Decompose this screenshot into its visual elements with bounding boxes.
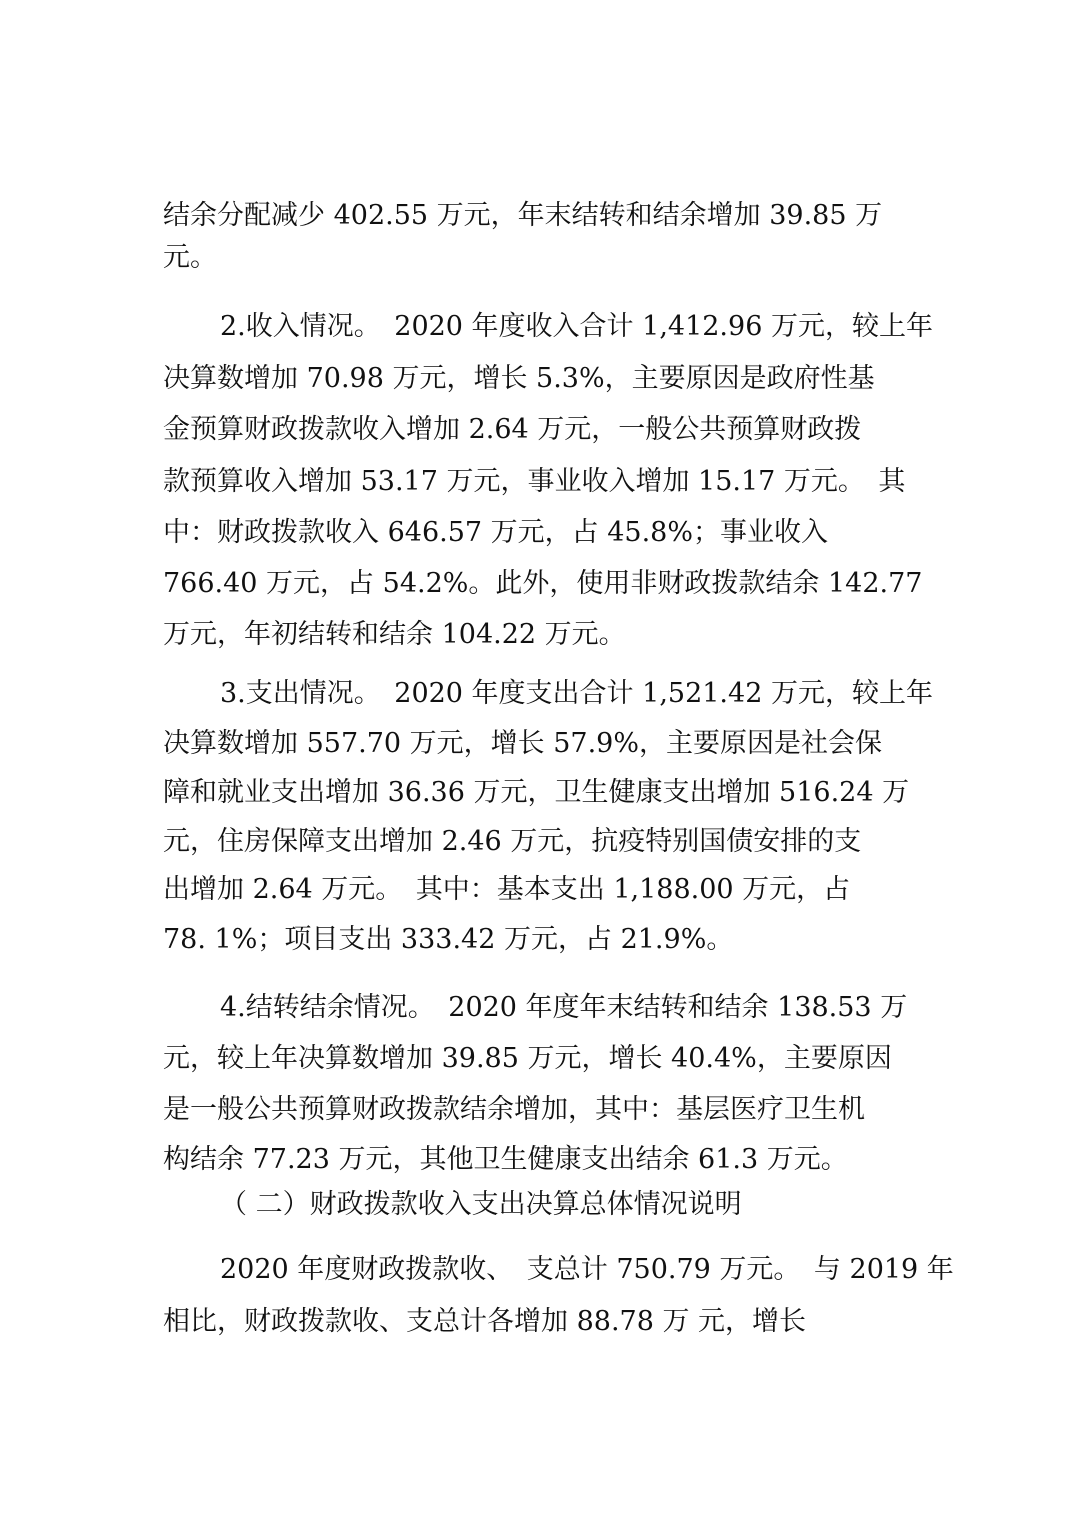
- section-2-heading-line: 2.收入情况。 2020 年度收入合计 1,412.96 万元，较上年: [220, 311, 933, 342]
- paragraph-line: 决算数增加 70.98 万元，增长 5.3%，主要原因是政府性基: [163, 363, 875, 394]
- paragraph-line: 相比，财政拨款收、支总计各增加 88.78 万 元，增长: [163, 1306, 807, 1337]
- paragraph-line: 金预算财政拨款收入增加 2.64 万元，一般公共预算财政拨: [163, 414, 862, 445]
- paragraph-line: 障和就业支出增加 36.36 万元，卫生健康支出增加 516.24 万: [163, 777, 910, 808]
- paragraph-line: 元，较上年决算数增加 39.85 万元，增长 40.4%，主要原因: [163, 1043, 892, 1074]
- paragraph-line: 决算数增加 557.70 万元，增长 57.9%，主要原因是社会保: [163, 728, 882, 759]
- paragraph-line: 结余分配减少 402.55 万元，年末结转和结余增加 39.85 万: [163, 200, 883, 231]
- paragraph-line: 构结余 77.23 万元，其他卫生健康支出结余 61.3 万元。: [163, 1144, 848, 1175]
- section-heading: （ 二）财政拨款收入支出决算总体情况说明: [220, 1189, 742, 1220]
- paragraph-line: 出增加 2.64 万元。 其中：基本支出 1,188.00 万元，占: [163, 874, 851, 905]
- paragraph-line: 元。: [163, 242, 217, 273]
- paragraph-line: 是一般公共预算财政拨款结余增加，其中：基层医疗卫生机: [163, 1094, 865, 1125]
- paragraph-line: 元，住房保障支出增加 2.46 万元，抗疫特别国债安排的支: [163, 826, 862, 857]
- paragraph-line: 中：财政拨款收入 646.57 万元，占 45.8%；事业收入: [163, 517, 828, 548]
- paragraph-line: 2020 年度财政拨款收、 支总计 750.79 万元。 与 2019 年: [220, 1254, 954, 1285]
- paragraph-line: 款预算收入增加 53.17 万元，事业收入增加 15.17 万元。 其: [163, 466, 906, 497]
- paragraph-line: 78. 1%；项目支出 333.42 万元，占 21.9%。: [163, 924, 734, 955]
- section-3-heading-line: 3.支出情况。 2020 年度支出合计 1,521.42 万元，较上年: [220, 678, 933, 709]
- paragraph-line: 766.40 万元，占 54.2%。此外，使用非财政拨款结余 142.77: [163, 568, 923, 599]
- section-4-heading-line: 4.结转结余情况。 2020 年度年末结转和结余 138.53 万: [220, 992, 908, 1023]
- paragraph-line: 万元，年初结转和结余 104.22 万元。: [163, 619, 626, 650]
